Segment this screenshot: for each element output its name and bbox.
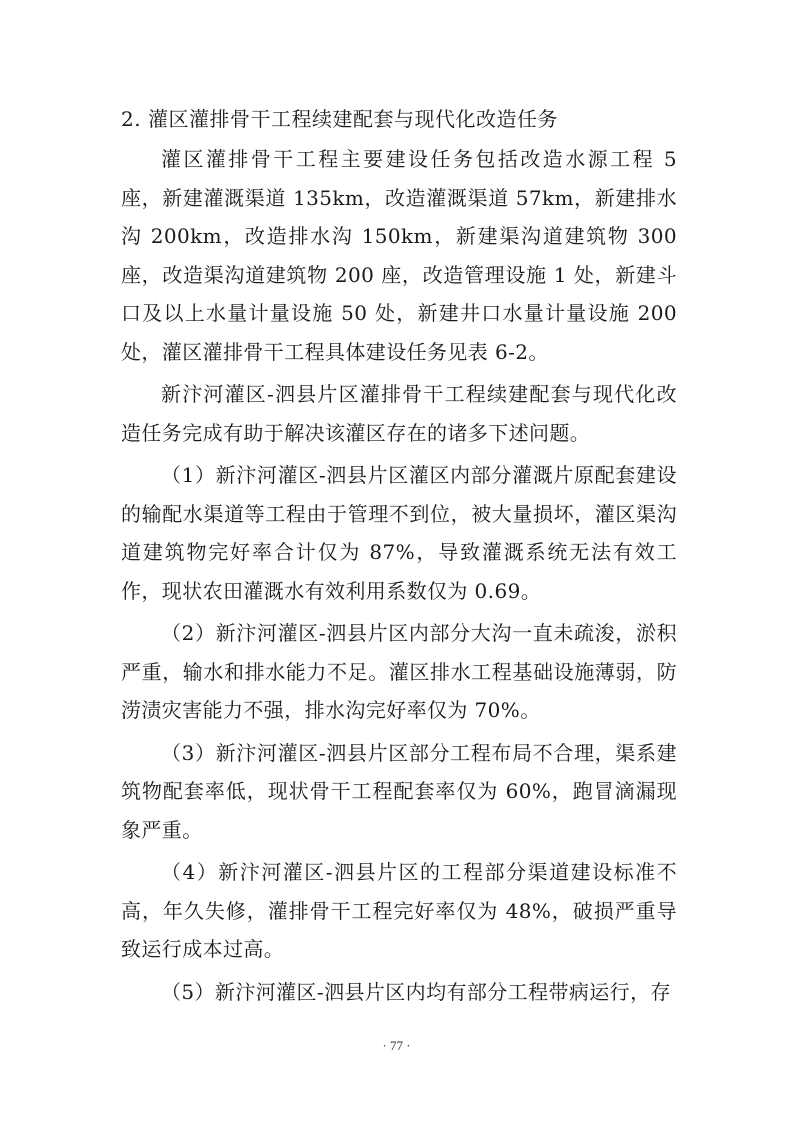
page-content [121, 100, 677, 1015]
page-number: · 77 · [382, 1038, 411, 1053]
paragraph-problem-1: （1）新汴河灌区-泗县片区灌区内部分灌溉片原配套建设的输配水渠道等工程由于管理不到位，被大量损坏，灌区渠沟道建筑物完好率合计仅为 87%，导致灌溉系统无法有效工作，现状农田灌溉水有效利用系数仅为 0.69。 [121, 463, 677, 603]
paragraph-problem-4: （4）新汴河灌区-泗县片区的工程部分渠道建设标准不高，年久失修，灌排骨干工程完好率仅为 48%，破损严重导致运行成本过高。 [121, 860, 677, 961]
paragraph-problem-5: （5）新汴河灌区-泗县片区内均有部分工程带病运行，存 [161, 979, 671, 1004]
paragraph-construction-tasks: 灌区灌排骨干工程主要建设任务包括改造水源工程 5 座，新建灌溉渠道 135km，改造灌溉渠道 57km，新建排水沟 200km，改造排水沟 150km，新建渠沟道建筑物 300 座，改造渠沟道建筑物 200 座，改造管理设施 1 处，新建斗口及以上水量计量设施 50 处，新建井口水量计量设施 200 处，灌区灌排骨干工程具体建设任务见表 6-2。 [121, 147, 677, 364]
paragraph-problem-2: （2）新汴河灌区-泗县片区内部分大沟一直未疏浚，淤积严重，输水和排水能力不足。灌区排水工程基础设施薄弱，防涝渍灾害能力不强，排水沟完好率仅为 70%。 [121, 621, 677, 722]
section-heading: 2. 灌区灌排骨干工程续建配套与现代化改造任务 [121, 107, 558, 131]
paragraph-problem-3: （3）新汴河灌区-泗县片区部分工程布局不合理，渠系建筑物配套率低，现状骨干工程配套率仅为 60%，跑冒滴漏现象严重。 [121, 740, 677, 842]
paragraph-problems-intro: 新汴河灌区-泗县片区灌排骨干工程续建配套与现代化改造任务完成有助于解决该灌区存在的诸多下述问题。 [121, 382, 677, 445]
